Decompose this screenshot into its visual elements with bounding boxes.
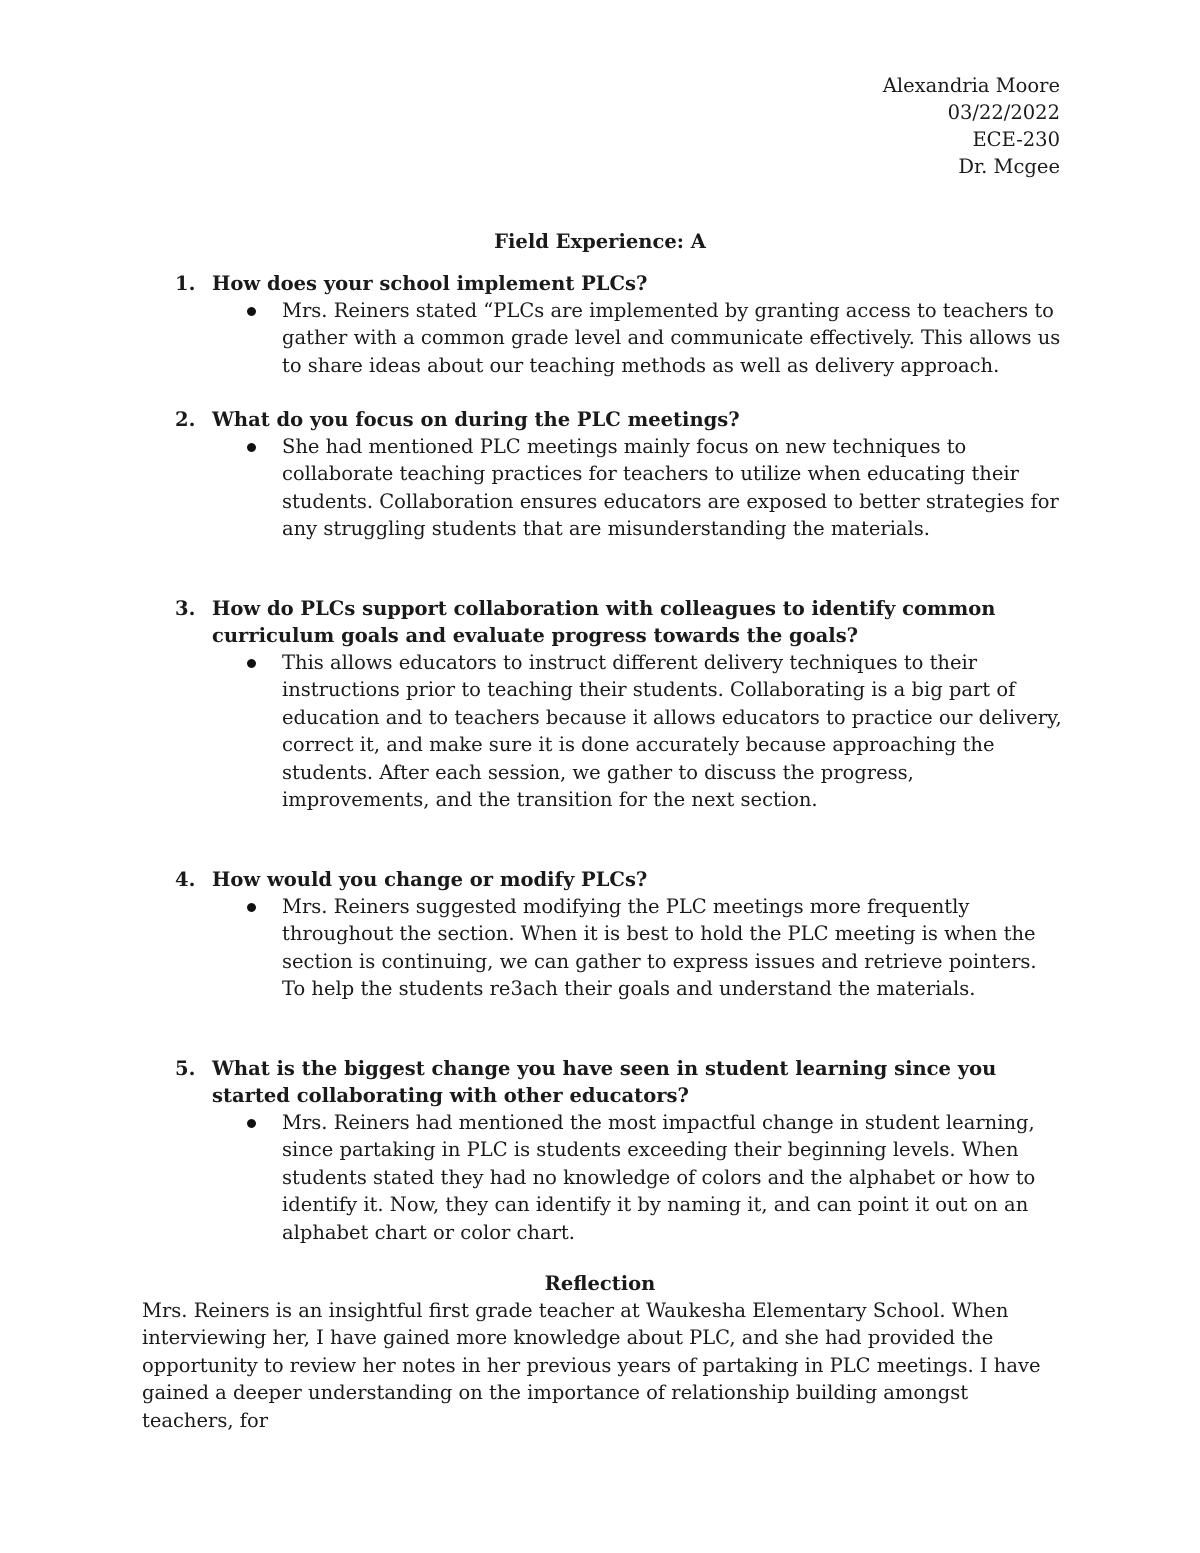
bullet-icon bbox=[247, 443, 256, 452]
question-heading bbox=[175, 270, 1055, 297]
answer-bullet bbox=[175, 893, 1055, 1003]
answer-text: This allows educators to instruct different delivery techniques to their instructions prior to teaching their students. Collaborating is a big part of education and to teachers because it allows educators to practice our delivery, correct it, and make sure it is done accurately because approaching the students. After each session, we gather to discuss the progress, improvements, and the transition for the next section. bbox=[282, 651, 1062, 812]
page-title: Field Experience: A bbox=[494, 230, 706, 253]
question-text: How does your school implement PLCs? bbox=[212, 272, 648, 295]
question-heading bbox=[175, 406, 1055, 433]
question-heading bbox=[175, 866, 1055, 893]
header-info bbox=[883, 72, 1060, 180]
bullet-icon bbox=[247, 1119, 256, 1128]
course-code: ECE-230 bbox=[972, 128, 1060, 151]
question-item-4 bbox=[175, 866, 1055, 1003]
question-text: What do you focus on during the PLC meetings? bbox=[212, 408, 740, 431]
question-text: What is the biggest change you have seen in student learning since you started collaborating with other educators? bbox=[212, 1057, 997, 1107]
question-text: How do PLCs support collaboration with colleagues to identify common curriculum goals and evaluate progress towards the goals? bbox=[212, 597, 996, 647]
question-number: 1. bbox=[175, 272, 196, 295]
answer-bullet bbox=[175, 1109, 1055, 1246]
question-number: 4. bbox=[175, 868, 196, 891]
reflection-paragraph: Mrs. Reiners is an insightful first grade teacher at Waukesha Elementary School. When interviewing her, I have gained more knowledge about PLC, and she had provided the opportunity to review her notes in her previous years of partaking in PLC meetings. I have gained a deeper understanding on the importance of relationship building amongst teachers, for bbox=[142, 1299, 1041, 1432]
instructor-name: Dr. Mcgee bbox=[958, 155, 1060, 178]
question-item-2 bbox=[175, 406, 1059, 543]
bullet-icon bbox=[247, 307, 256, 316]
question-item-3 bbox=[175, 595, 1062, 813]
question-heading bbox=[175, 1055, 1055, 1109]
question-item-5 bbox=[175, 1055, 1055, 1246]
answer-text: Mrs. Reiners stated “PLCs are implemented by granting access to teachers to gather with a common grade level and communicate effectively. This allows us to share ideas about our teaching methods as well as delivery approach. bbox=[282, 299, 1061, 377]
reflection-heading: Reflection bbox=[544, 1272, 656, 1295]
question-number: 2. bbox=[175, 408, 196, 431]
answer-bullet bbox=[175, 297, 1061, 379]
answer-text: Mrs. Reiners suggested modifying the PLC meetings more frequently throughout the section. When it is best to hold the PLC meeting is when the section is continuing, we can gather to express issues and retrieve pointers. To help the students re3ach their goals and understand the materials. bbox=[282, 895, 1037, 1001]
question-text: How would you change or modify PLCs? bbox=[212, 868, 648, 891]
bullet-icon bbox=[247, 659, 256, 668]
answer-text: Mrs. Reiners had mentioned the most impactful change in student learning, since partaking in PLC is students exceeding their beginning levels. When students stated they had no knowledge of colors and the alphabet or how to identify it. Now, they can identify it by naming it, and can point it out on an alphabet chart or color chart. bbox=[282, 1111, 1036, 1244]
author-name: Alexandria Moore bbox=[882, 74, 1060, 97]
question-number: 5. bbox=[175, 1057, 196, 1080]
answer-bullet bbox=[175, 433, 1059, 543]
document-date: 03/22/2022 bbox=[947, 101, 1060, 124]
bullet-icon bbox=[247, 903, 256, 912]
question-heading bbox=[175, 595, 1055, 649]
question-number: 3. bbox=[175, 597, 196, 620]
answer-bullet bbox=[175, 649, 1062, 813]
question-item-1 bbox=[175, 270, 1061, 379]
answer-text: She had mentioned PLC meetings mainly focus on new techniques to collaborate teaching practices for teachers to utilize when educating their students. Collaboration ensures educators are exposed to better strategies for any struggling students that are misunderstanding the materials. bbox=[282, 435, 1059, 541]
